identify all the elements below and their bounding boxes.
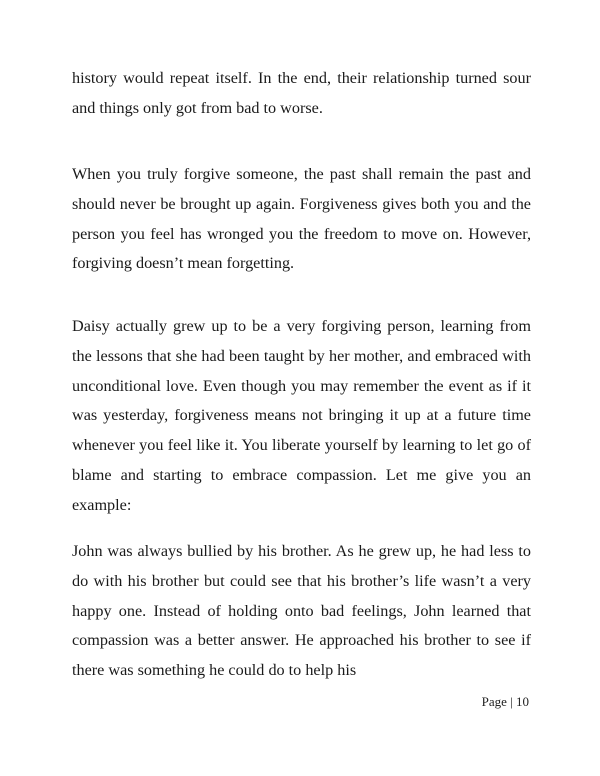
page-number: Page | 10: [481, 694, 529, 709]
paragraph-4: John was always bullied by his brother. As he grew up, he had less to do with his brother but could see that his brother’s life wasn’t a very happy one. Instead of holding onto bad feelings, John learned that compassion was a better answer. He approached his brother to see if there was something he could do to help his: [72, 542, 531, 680]
paragraph-1: history would repeat itself. In the end, their relationship turned sour and things only got from bad to worse.: [72, 69, 531, 117]
paragraph-2: When you truly forgive someone, the past shall remain the past and should never be brought up again. Forgiveness gives both you and the person you feel has wronged you the freedom to move on. However, forgiving doesn’t mean forgetting.: [72, 165, 531, 273]
paragraph-3: Daisy actually grew up to be a very forgiving person, learning from the lessons that she had been taught by her mother, and embraced with unconditional love. Even though you may remember the event as if it was yesterday, forgiveness means not bringing it up at a future time whenever you feel like it. You liberate yourself by learning to let go of blame and starting to embrace compassion. Let me give you an example:: [72, 317, 531, 514]
